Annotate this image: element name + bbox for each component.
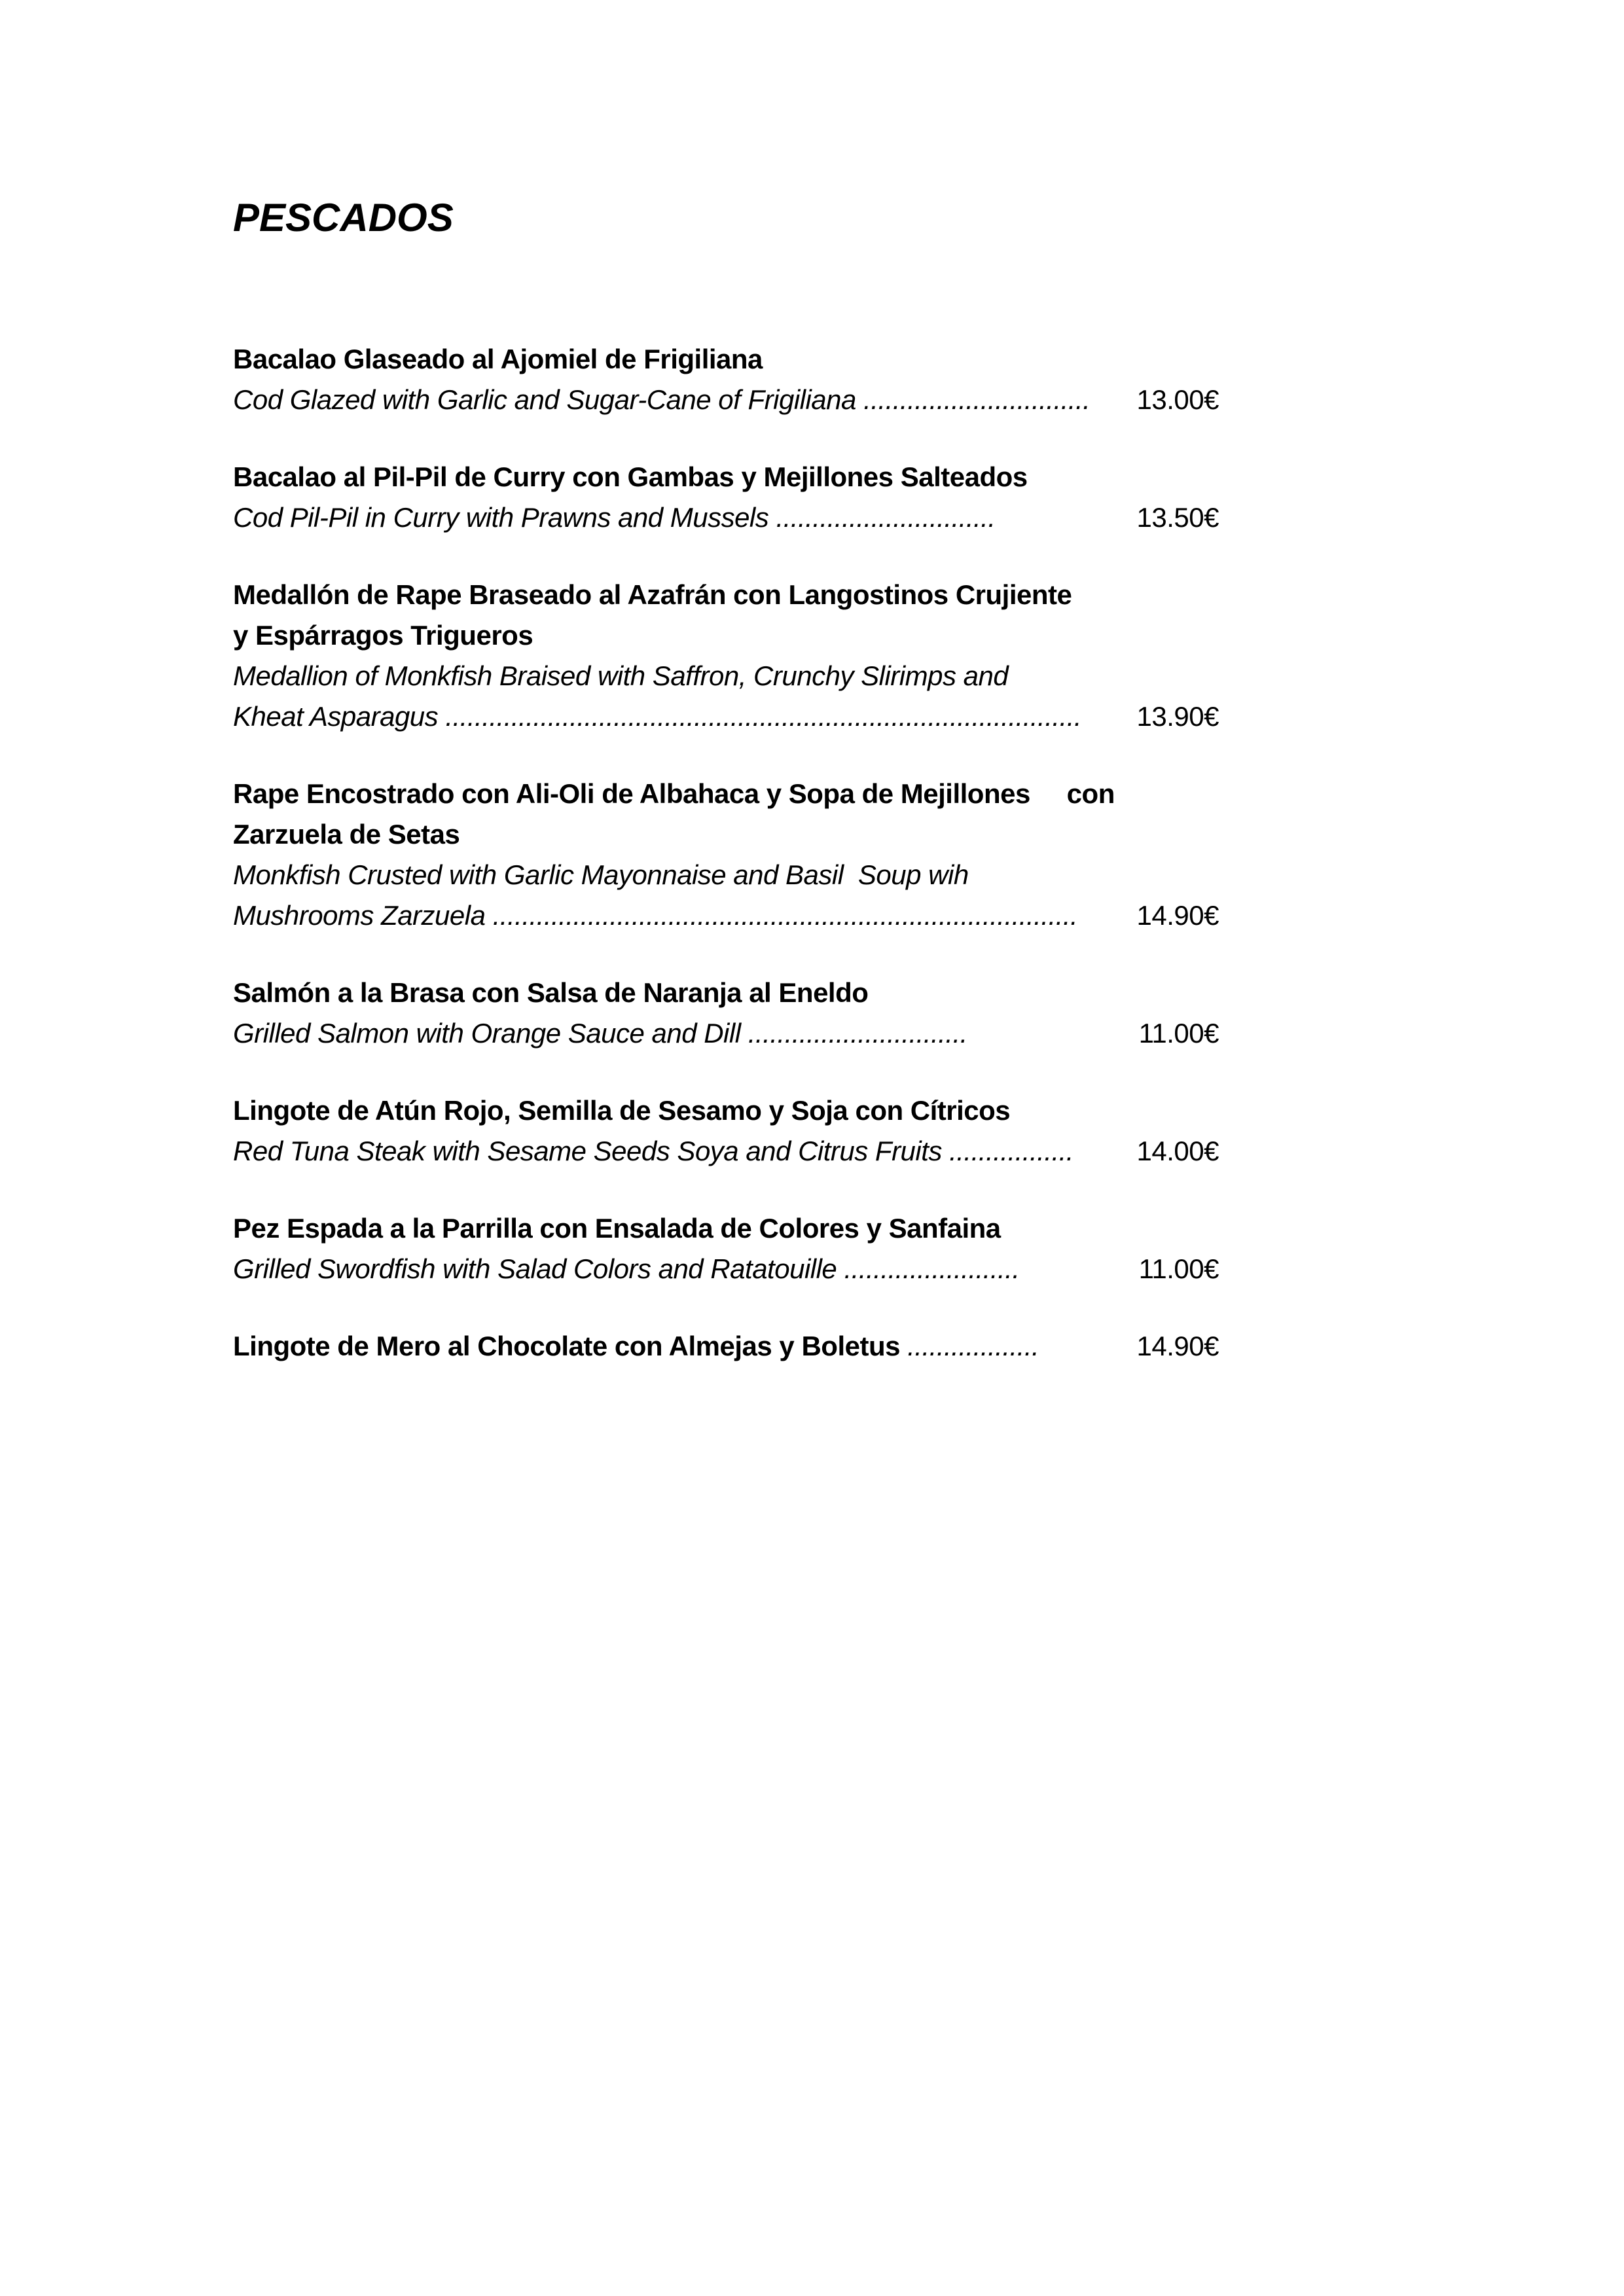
dot-leader: ..............................: [776, 502, 996, 533]
menu-item-name: Salmón a la Brasa con Salsa de Naranja al Eneldo: [233, 977, 869, 1008]
menu-item-description-line: [233, 895, 1219, 936]
menu-item-name: Lingote de Atún Rojo, Semilla de Sesamo y Soja con Cítricos: [233, 1095, 1011, 1126]
menu-item: [233, 1090, 1219, 1172]
menu-item-name-line: [233, 339, 1219, 380]
menu-item: [233, 1326, 1219, 1367]
menu-item: [233, 774, 1219, 936]
menu-item-name: Medallón de Rape Braseado al Azafrán con Langostinos Crujiente: [233, 579, 1072, 610]
menu-item-description-line: [233, 656, 1219, 696]
dot-leader: ..................: [907, 1331, 1039, 1361]
menu-item: [233, 973, 1219, 1054]
menu-item-description: Cod Glazed with Garlic and Sugar-Cane of Frigiliana: [233, 384, 864, 415]
menu-item-name-line: [233, 973, 1219, 1013]
dot-leader: .......................................................................................: [445, 701, 1082, 732]
menu-item-name: Rape Encostrado con Ali-Oli de Albahaca y Sopa de Mejillones con: [233, 778, 1115, 809]
menu-item-price: 14.90€: [1136, 900, 1219, 931]
menu-item-name-line: [233, 615, 1219, 656]
menu-item-name-line: [233, 774, 1219, 814]
menu-item-name-line: [233, 575, 1219, 615]
menu-item-description-line: [233, 380, 1219, 420]
dot-leader: ..............................: [748, 1018, 967, 1049]
menu-item-description-line: [233, 1131, 1219, 1172]
menu-item: [233, 457, 1219, 538]
menu-item-description: Kheat Asparagus: [233, 701, 446, 732]
menu-item: [233, 1208, 1219, 1289]
menu-item-price: 11.00€: [1138, 1253, 1219, 1284]
menu-item-price: 13.00€: [1136, 384, 1219, 415]
menu-item-description: Cod Pil-Pil in Curry with Prawns and Mussels: [233, 502, 776, 533]
dot-leader: ........................: [844, 1253, 1020, 1284]
menu-item-description-line: [233, 1249, 1219, 1289]
menu-item-description-line: [233, 497, 1219, 538]
menu-item-description: Monkfish Crusted with Garlic Mayonnaise and Basil Soup wih: [233, 859, 969, 890]
menu-items: [233, 339, 1219, 1403]
menu-item-description: Mushrooms Zarzuela: [233, 900, 493, 931]
menu-item-name-line: [233, 1090, 1219, 1131]
menu-item-description-line: [233, 855, 1219, 895]
menu-item-price: 11.00€: [1138, 1018, 1219, 1049]
menu-item-description: Medallion of Monkfish Braised with Saffron, Crunchy Slirimps and: [233, 660, 1009, 691]
menu-item-name: Pez Espada a la Parrilla con Ensalada de Colores y Sanfaina: [233, 1213, 1001, 1244]
menu-item-name-line: [233, 1208, 1219, 1249]
menu-item-description-line: [233, 696, 1219, 737]
menu-item-price: 13.50€: [1136, 502, 1219, 533]
dot-leader: ...............................: [863, 384, 1091, 415]
section-title: PESCADOS: [233, 196, 454, 240]
menu-item: [233, 339, 1219, 420]
menu-item-name: y Espárragos Trigueros: [233, 620, 533, 651]
menu-item-price: 13.90€: [1136, 701, 1219, 732]
menu-item-description: Red Tuna Steak with Sesame Seeds Soya and Citrus Fruits: [233, 1136, 950, 1166]
menu-item-name-line: [233, 814, 1219, 855]
dot-leader: ................................................................................: [492, 900, 1078, 931]
menu-item-name: Lingote de Mero al Chocolate con Almejas y Boletus: [233, 1331, 908, 1361]
menu-item-name-line: [233, 457, 1219, 497]
menu-item: [233, 575, 1219, 737]
menu-item-name: Bacalao al Pil-Pil de Curry con Gambas y Mejillones Salteados: [233, 461, 1028, 492]
menu-item-name: Zarzuela de Setas: [233, 819, 460, 850]
menu-item-name-line: [233, 1326, 1219, 1367]
menu-item-description-line: [233, 1013, 1219, 1054]
dot-leader: .................: [949, 1136, 1074, 1166]
menu-item-name: Bacalao Glaseado al Ajomiel de Frigiliana: [233, 344, 763, 374]
menu-item-price: 14.90€: [1136, 1331, 1219, 1361]
menu-item-description: Grilled Salmon with Orange Sauce and Dill: [233, 1018, 748, 1049]
menu-item-description: Grilled Swordfish with Salad Colors and Ratatouille: [233, 1253, 844, 1284]
menu-item-price: 14.00€: [1136, 1136, 1219, 1166]
